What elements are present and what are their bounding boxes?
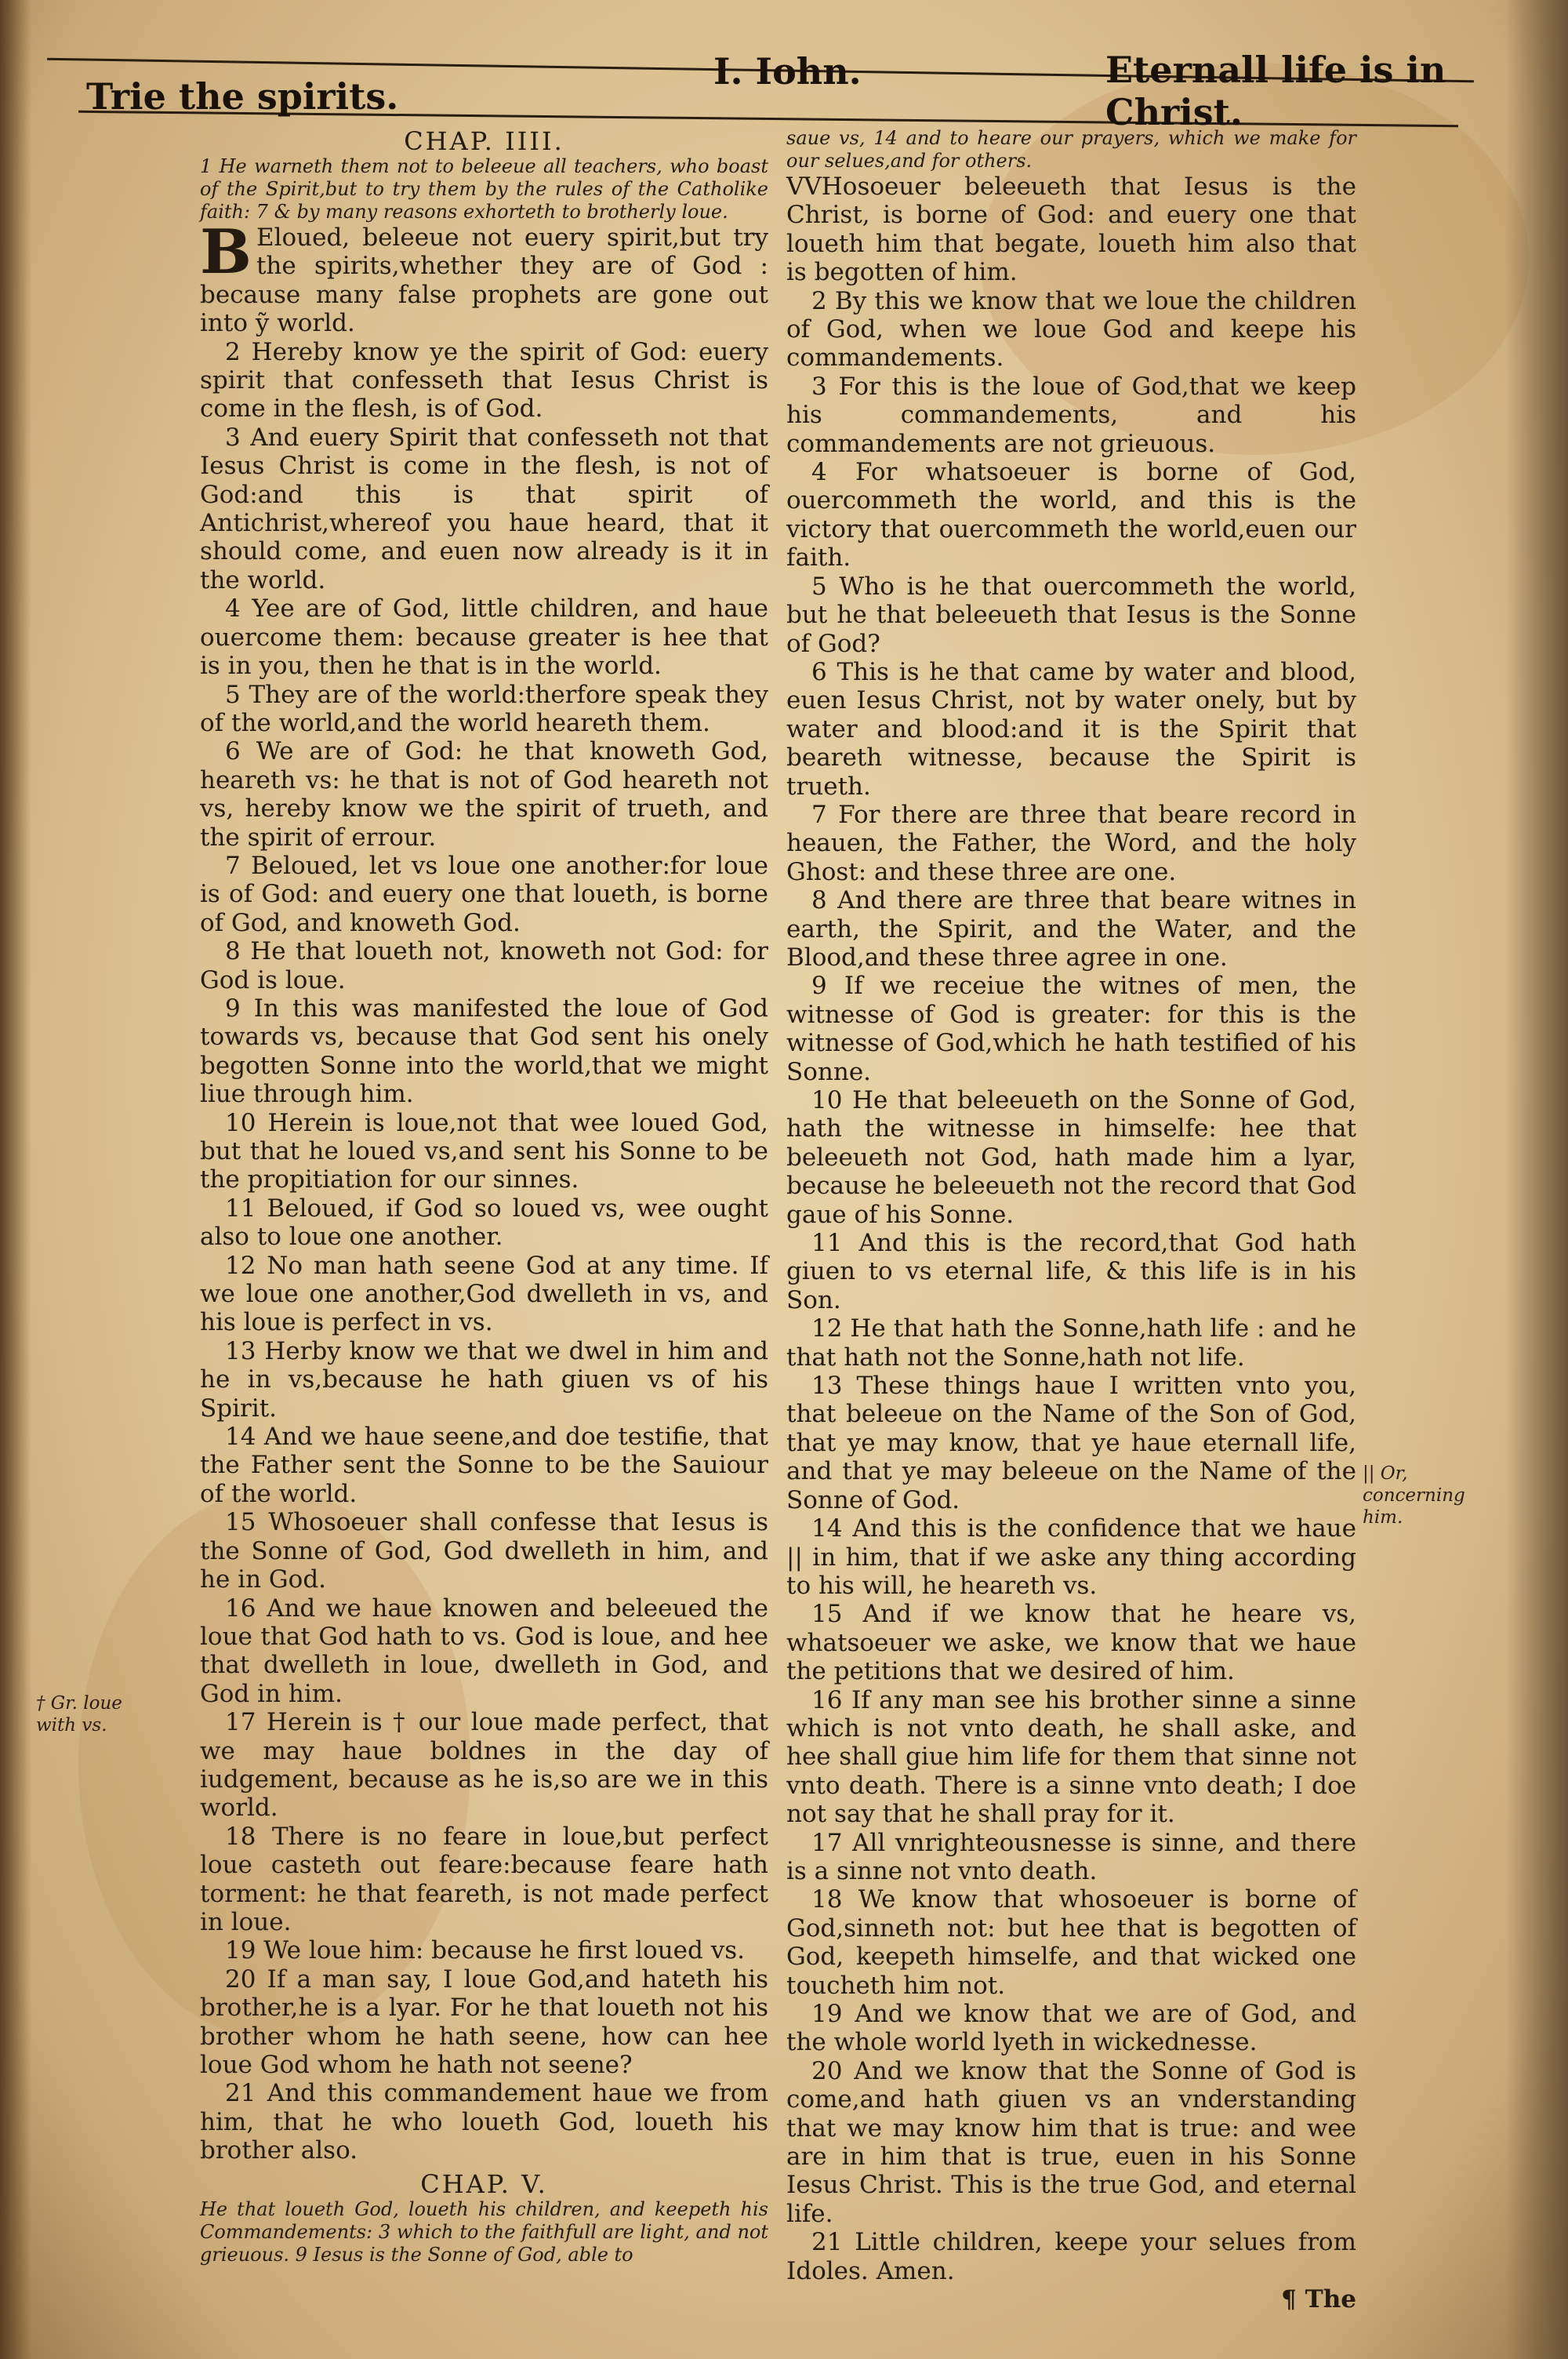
verse: VVHosoeuer beleeueth that Iesus is the Christ, is borne of God: and euery one that loueth him that begate, loueth him also that is begotten of him. [786,173,1356,287]
verse: 9 If we receiue the witnes of men, the witnesse of God is greater: for this is the witnesse of God,which he hath testified of his Sonne. [786,972,1356,1086]
chapter-title: CHAP. IIII. [404,126,564,156]
verse: 14 And we haue seene,and doe testifie, that the Father sent the Sonne to be the Sauiour of the world. [200,1423,768,1508]
verse: 16 If any man see his brother sinne a sinne which is not vnto death, he shall aske, and hee shall giue him life for them that sinne not vnto death. There is a sinne vnto death; I doe not say that he shall pray for it. [786,1685,1356,1829]
verse: 2 By this we know that we loue the children of God, when we loue God and keepe his commandements. [786,286,1356,373]
right-column [786,127,1356,2314]
verse: 20 If a man say, I loue God,and hateth his brother,he is a lyar. For he that loueth not his brother whom he hath seene, how can hee loue God whom he hath not seene? [200,1965,768,2079]
chapter-title: CHAP. V. [420,2168,548,2199]
margin-note-left: † Gr. loue with vs. [36,1693,122,1736]
margin-note-right: || Or, concerning him. [1363,1463,1465,1528]
verse: 17 All vnrighteousnesse is sinne, and there is a sinne not vnto death. [786,1828,1356,1885]
verse: 18 We know that whosoeuer is borne of God,sinneth not: but hee that is begotten of God, keepeth himselfe, and that wicked one toucheth him not. [786,1885,1356,2000]
running-head-left: Trie the spirits. [86,75,399,118]
verse: 10 He that beleeueth on the Sonne of God, hath the witnesse in himselfe: hee that beleeueth not God, hath made him a lyar, because he beleeueth not the record that God gaue of his Sonne. [786,1086,1356,1229]
verse: 3 And euery Spirit that confesseth not that Iesus Christ is come in the flesh, is not of God:and this is that spirit of Antichrist,whereof you haue heard, that it should come, and euen now already is it in the world. [200,423,768,594]
verse: 14 And this is the confidence that we haue || in him, that if we aske any thing according to his will, he heareth vs. [786,1514,1356,1600]
verse: 6 We are of God: he that knoweth God, heareth vs: he that is not of God heareth not vs, hereby know we the spirit of trueth, and the spirit of errour. [200,737,768,852]
verse: 2 Hereby know ye the spirit of God: euery spirit that confesseth that Iesus Christ is come in the flesh, is of God. [200,337,768,423]
verse [200,216,768,338]
verse: 6 This is he that came by water and blood, euen Iesus Christ, not by water onely, but by water and blood:and it is the Spirit that beareth witnesse, because the Spirit is trueth. [786,657,1356,801]
verse: 9 In this was manifested the loue of God towards vs, because that God sent his onely begotten Sonne into the world,that we might liue through him. [200,994,768,1109]
chapter-summary-continued: saue vs, 14 and to heare our prayers, which we make for our selues,and for others. [786,127,1356,172]
verse: 8 And there are three that beare witnes in earth, the Spirit, and the Water, and the Blood,and these three agree in one. [786,886,1356,972]
verse: 19 We loue him: because he first loued vs. [225,1936,746,1965]
verse: 11 Beloued, if God so loued vs, wee ought also to loue one another. [200,1194,768,1252]
verse: 19 And we know that we are of God, and the whole world lyeth in wickednesse. [786,2000,1356,2057]
running-head-right: Eternall life is in Christ. [1105,49,1446,133]
running-head-book: I. Iohn. [713,50,862,93]
chapter-summary: He that loueth God, loueth his children, and keepeth his Commandements: 3 which to the faithfull are light, and not grieuous. 9 Iesus is the Sonne of God, able to [200,2197,768,2266]
verse: 17 Herein is † our loue made perfect, that we may haue boldnes in the day of iudgement, because as he is,so are we in this world. [200,1708,768,1823]
verse: 20 And we know that the Sonne of God is come,and hath giuen vs an vnderstanding that we may know him that is true: and wee are in him that is true, euen in his Sonne Iesus Christ. This is the true God, and eternal life. [786,2056,1356,2228]
verse: 12 No man hath seene God at any time. If we loue one another,God dwelleth in vs, and his loue is perfect in vs. [200,1251,768,1337]
verse: 13 Herby know we that we dwel in him and he in vs,because he hath giuen vs of his Spirit. [200,1336,768,1423]
verse: 4 For whatsoeuer is borne of God, ouercommeth the world, and this is the victory that ouercommeth the world,euen our faith. [786,458,1356,572]
verse: 11 And this is the record,that God hath giuen to vs eternal life, & this life is in his Son. [786,1229,1356,1314]
verse: 18 There is no feare in loue,but perfect loue casteth out feare:because feare hath torment: he that feareth, is not made perfect in loue. [200,1822,768,1936]
verse: 5 Who is he that ouercommeth the world, but he that beleeueth that Iesus is the Sonne of God? [786,572,1356,658]
verse: 7 Beloued, let vs loue one another:for loue is of God: and euery one that loueth, is borne of God, and knoweth God. [200,851,768,937]
catchword: ¶ The [1281,2285,1356,2314]
verse: 5 They are of the world:therfore speak they of the world,and the world heareth them. [200,680,768,737]
verse: 8 He that loueth not, knoweth not God: for God is loue. [200,937,768,994]
verse: 21 Little children, keepe your selues from Idoles. Amen. [786,2228,1356,2285]
verse: 3 For this is the loue of God,that we keep his commandements, and his commandements are not grieuous. [786,372,1356,458]
verse: 12 He that hath the Sonne,hath life : and he that hath not the Sonne,hath not life. [786,1314,1356,1372]
verse: 21 And this commandement haue we from him, that he who loueth God, loueth his brother also. [200,2079,768,2165]
verse: 13 These things haue I written vnto you, that beleeue on the Name of the Son of God, that ye may know, that ye haue eternall life, and that ye may beleeue on the Name of the Sonne of God. [786,1372,1356,1514]
verse: 15 Whosoeuer shall confesse that Iesus is the Sonne of God, God dwelleth in him, and he in God. [200,1508,768,1594]
verse: 10 Herein is loue,not that wee loued God, but that he loued vs,and sent his Sonne to be the propitiation for our sinnes. [200,1108,768,1194]
left-column [200,127,768,2266]
verse: 7 For there are three that beare record in heauen, the Father, the Word, and the holy Ghost: and these three are one. [786,800,1356,886]
verse: 15 And if we know that he heare vs, whatsoeuer we aske, we know that we haue the petitions that we desired of him. [786,1600,1356,1686]
drop-cap: B [200,216,252,288]
verse-text: Eloued, beleeue not euery spirit,but try the spirits,whether they are of God : because many false prophets are gone out into ỹ world. [200,224,768,338]
chapter-summary: 1 He warneth them not to beleeue all teachers, who boast of the Spirit,but to try them by the rules of the Catholike faith: 7 & by many reasons exhorteth to brotherly loue. [200,155,768,223]
verse: 16 And we haue knowen and beleeued the loue that God hath to vs. God is loue, and hee that dwelleth in loue, dwelleth in God, and God in him. [200,1594,768,1708]
verse: 4 Yee are of God, little children, and haue ouercome them: because greater is hee that is in you, then he that is in the world. [200,594,768,681]
